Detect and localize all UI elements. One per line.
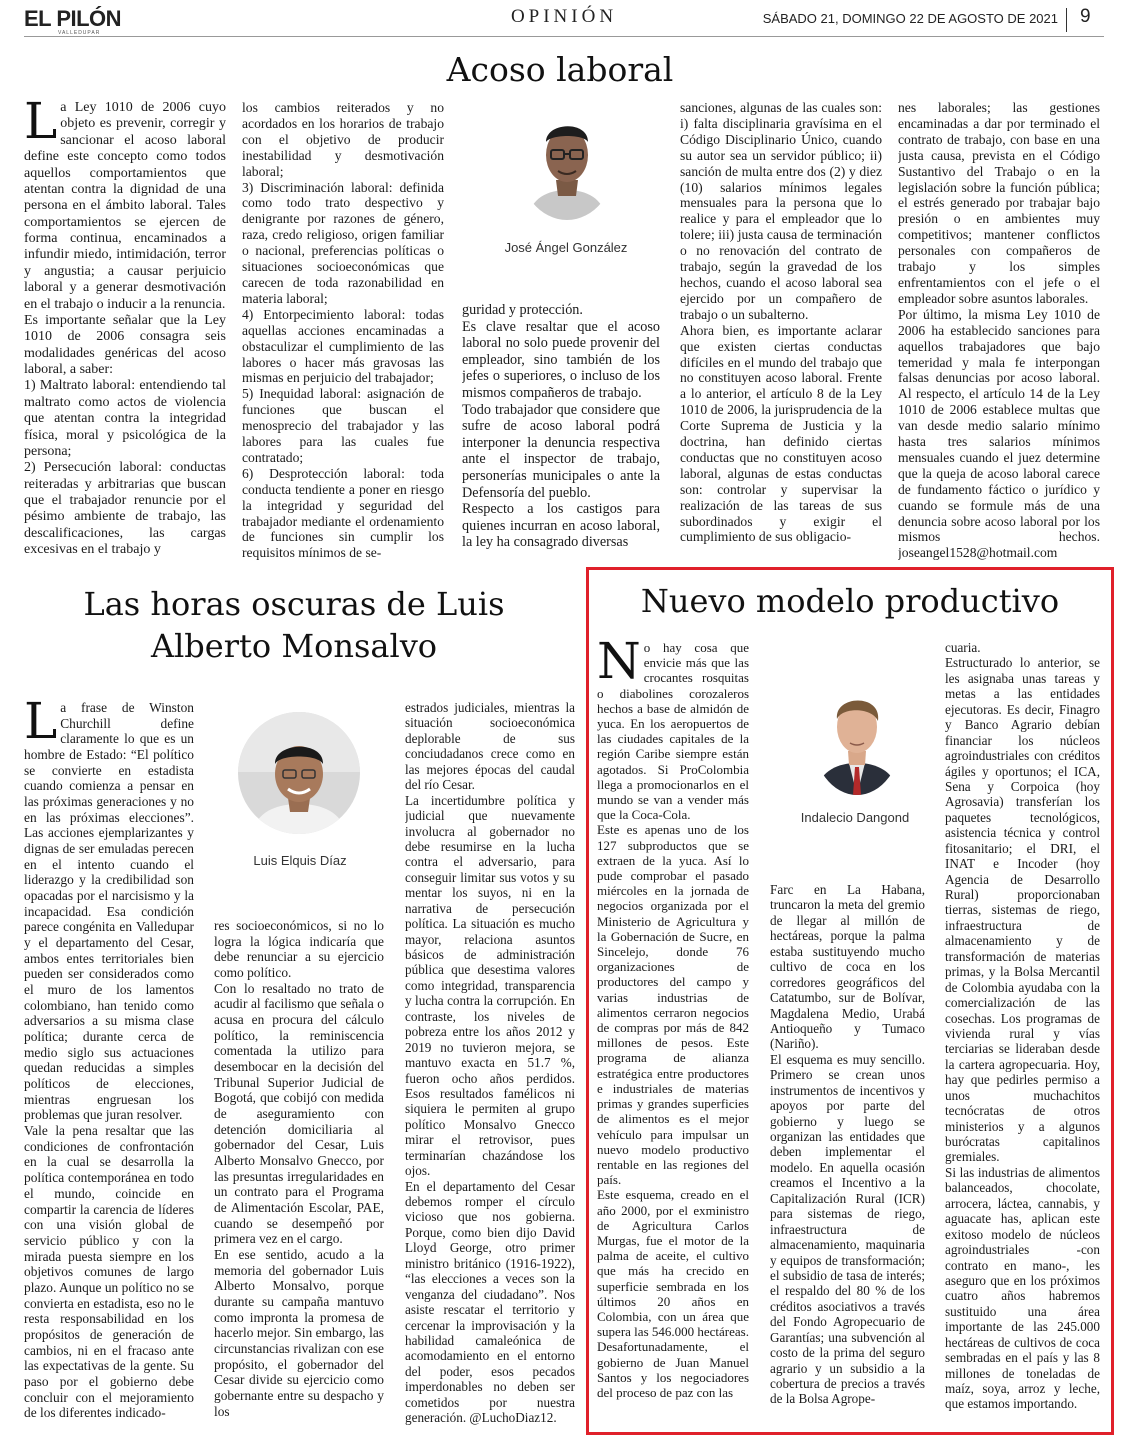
article-horas-column-3 (405, 700, 575, 1428)
article-acoso-col5-text: nes laborales; las gestiones encaminadas a dar por terminado el contrato de trabajo, con base en una justa causa, prevista en el Código Sustantivo del Trabajo o en la legislación sobre la función pública; el estrés generado por trabajar bajo presión o en ambientes muy competitivos; mantener conflictos personales con compañeros de trabajo y los simples enfrentamientos con el jefe o el empleador sobre asuntos laborales. Por último, la misma Ley 1010 de 2006 ha establecido sanciones para aquellos trabajadores que bajo temeridad y mala fe interpongan falsas denuncias por acoso laboral. Al respecto, el artículo 14 de la Ley 1010 de 2006 establece multas que van desde medio salario mínimo hasta tres salarios mínimos mensuales cuando el juez determine que la queja de acoso laboral carece de fundamento fáctico o jurídico y cuando se formule más de una denuncia sobre acoso laboral por los mismos hechos. joseangel1528@hotmail.com (898, 100, 1100, 560)
author-photo-luis-elquis-diaz (238, 712, 360, 834)
article-acoso-dropcap: L (24, 100, 58, 150)
author-photo-jose-angel-gonzalez (518, 100, 616, 220)
article-acoso-column-4 (680, 100, 882, 560)
article-nuevo-col2-text: Farc en La Habana, truncaron la meta del gremio de llegar al millón de hectáreas, porque la palma estaba sustituyendo mucho cultivo de coca en los corredores geográficos del Catatumbo, sur de Bolívar, Magdalena Medio, Urabá Antioqueño y Tumaco (Nariño). El esquema es muy sencillo. Primero se crean unos instrumentos de incentivos y apoyos por parte del gobierno y luego se organizan las entidades que deben implementar el modelo. En aquella ocasión creamos el Incentivo a la Capitalización Rural (ICR) para sistemas de riego, infraestructura de almacenamiento, maquinaria y equipos de transformación; el subsidio de tasa de interés; el respaldo del 80 % de los créditos asociativos a través del Fondo Agropecuario de Garantías; una subvención al costo de la prima del seguro agrario y un subsidio a la cobertura de precios a través de la Bolsa Agrope- (770, 882, 925, 1407)
author-portrait-image (518, 100, 616, 220)
author-caption-jose-angel-gonzalez: José Ángel González (504, 240, 628, 255)
article-nuevo-column-3 (945, 640, 1100, 1422)
article-acoso-col2-text: los cambios reiterados y no acordados en los horarios de trabajo con el objetivo de producir inestabilidad y desmotivación laboral; 3) Discriminación laboral: definida como todo trato despectivo y denigrante por razones de género, raza, credo religioso, origen familiar o nacional, preferencias políticas o situaciones socioeconómicas que carecen de toda razonabilidad en materia laboral; 4) Entorpecimiento laboral: todas aquellas acciones encaminadas a obstaculizar el cumplimiento de las labores o hacer más gravosas las mismas en perjuicio del trabajador; 5) Inequidad laboral: asignación de funciones que buscan el menosprecio del trabajador y las labores para las cuales fue contratado; 6) Desprotección laboral: toda conducta tendiente a poner en riesgo la integridad y seguridad del trabajador mediante el ordenamiento de funciones sin cumplir los requisitos mínimos de se- (242, 100, 444, 560)
newspaper-logo: EL PILÓN (24, 6, 122, 31)
page-number: 9 (1080, 6, 1091, 27)
article-nuevo-column-2 (770, 882, 925, 1422)
issue-date: SÁBADO 21, DOMINGO 22 DE AGOSTO DE 2021 (762, 11, 1058, 26)
article-horas-column-2 (214, 918, 384, 1428)
article-horas-dropcap: L (24, 700, 58, 750)
article-horas-col3-text: estrados judiciales, mientras la situación socioeconómica deplorable de sus conciudadanos crece como en las mejores épocas del caudal del río Cesar. La incertidumbre política y judicial que nuevamente involucra al gobernador no debe resumirse en la lucha contra el adversario, para conseguir limitar sus votos y su mentar los suyos, ni en la narrativa de persecución política. La situación es mucho mayor, relaciona asuntos básicos de administración pública que desestima valores como integridad, transparencia y lucha contra la corrupción. En contraste, los niveles de pobreza entre los años 2012 y 2019 no tuvieron mejora, se mantuvo exacta en 51.7 %, fueron ocho años perdidos. Esos resultados famélicos ni siquiera le permiten al grupo político Monsalvo Gnecco mirar el retrovisor, pues terminarían chazándose los ojos. En el departamento del Cesar debemos romper el círculo vicioso que nos gobierna. Porque, como bien dijo David Lloyd George, otro primer ministro británico (1916-1922), “las elecciones a veces son la venganza del ciudadano”. Nos asiste rescatar el territorio y cercenar la improvisación y la habilidad camaleónica de acomodamiento en el entorno del poder, esos pecados imperdonables no deben ser cometidos por nuestra generación. @LuchoDiaz12. (405, 700, 575, 1426)
author-caption-indalecio-dangond: Indalecio Dangond (800, 810, 910, 825)
article-horas-col1-text: a frase de Winston Churchill define claramente lo que es un hombre de Estado: “El político se convierte en estadista cuando comienza a pensar en las próximas generaciones y no en las próximas elecciones”. Las acciones ejemplarizantes y dignas de ser emuladas perecen en el intento cuando el liderazgo y la credibilidad son opacadas por el narcisismo y la incapacidad. Esa condición parece congénita en Valledupar y el departamento del Cesar, ambos entes territoriales bien pueden ser considerados como el muro de los lamentos colombiano, han tenido como adversarios a su misma clase política; durante cerca de medio siglo sus actuaciones quedan reducidas a simples políticos de elecciones, mientras engruesan los problemas que juran resolver. Vale la pena resaltar que las condiciones de confrontación en la cual se desarrolla la política contemporánea en todo el mundo, coincide en compartir la carencia de líderes con una visión global de servicio público y con la mirada puesta siempre en los objetivos comunes de largo plazo. Aunque un político no se convierta en estadista, eso no le resta responsabilidad en los propósitos de generación de cambios, ni en el fracaso ante las expectativas de la gente. Su paso por el gobierno debe concluir con el mejoramiento de los diferentes indicado- (24, 700, 194, 1421)
header-divider (1066, 8, 1067, 32)
article-nuevo-dropcap: N (597, 640, 641, 690)
article-nuevo-column-1 (597, 640, 749, 1422)
article-acoso-col1-text: a Ley 1010 de 2006 cuyo objeto es prevenir, corregir y sancionar el acoso laboral define este concepto como todos aquellos comportamientos que atentan contra la dignidad de una persona en el ámbito laboral. Tales comportamientos se ejercen de forma continua, encaminados a infundir miedo, intimidación, terror y angustia; a causar perjuicio laboral y a generar desmotivación en el trabajo o inducir a la renuncia. Es importante señalar que la Ley 1010 de 2006 consagra seis modalidades genéricas del acoso laboral, a saber: 1) Maltrato laboral: entendiendo tal maltrato como actos de violencia que atentan contra la integridad física, moral y psicológica de la persona; 2) Persecución laboral: conductas reiteradas y arbitrarias que buscan que el trabajador renuncie por el pésimo ambiente de trabajo, las descalificaciones, las cargas excesivas en el trabajo y (24, 100, 226, 558)
article-acoso-column-2 (242, 100, 444, 560)
article-nuevo-col3-text: cuaria. Estructurado lo anterior, se les asignaba unas tareas y metas a las entidades ejecutoras. Es decir, Finagro y Banco Agrario debían financiar los núcleos agroindustriales con créditos ágiles y oportunos; el ICA, Sena y Corpoica (hoy Agrosavia) transferían los paquetes tecnológicos, asistencia técnica y control fitosanitario; el DRI, el INAT e Incoder (hoy Agencia de Desarrollo Rural) proporcionaban tierras, sistemas de riego, infraestructura de almacenamiento y de transformación de materias primas, y la Bolsa Mercantil de Colombia ayudaba con la comercialización de las cosechas. Los programas de vivienda rural y vías terciarias se lideraban desde la cartera agropecuaria. Hoy, hay que pedirles permiso a unos muchachitos tecnócratas de otros ministerios y a algunos burócratas capitalinos gremiales. Si las industrias de alimentos balanceados, chocolate, arrocera, láctea, cannabis, y aguacate has, aplican este exitoso modelo de núcleos agroindustriales -con contrato en mano-, les aseguro que en los próximos cuatro años habremos sustituido una área importante de las 245.000 hectáreas de cultivos de coca sembradas en el país y las 8 millones de toneladas de maíz, soya, arroz y leche, que estamos importando. (945, 640, 1100, 1412)
newspaper-logo-subtitle: VALLEDUPAR (58, 30, 101, 36)
section-title: OPINIÓN (510, 6, 618, 27)
article-acoso-col4-text: sanciones, algunas de las cuales son: i) falta disciplinaria gravísima en el Código Disciplinario Único, cuando su autor sea un servidor público; ii) sanción de multa entre dos (2) y diez (10) salarios mínimos legales mensuales para la persona que lo realice y para el empleador que lo tolere; iii) justa causa de terminación o no renovación del contrato de trabajo, según la gravedad de los hechos, cuando el acoso laboral sea ejercido por un compañero de trabajo o un subalterno. Ahora bien, es importante aclarar que existen ciertas conductas difíciles en el mundo del trabajo que no constituyen acoso laboral. Frente a lo anterior, el artículo 8 de la Ley 1010 de 2006, la jurisprudencia de la Corte Suprema de Justicia y la doctrina, han definido ciertas conductas que no constituyen acoso laboral, algunas de estas conductas son: controlar y supervisar la realización de las tareas de sus subordinados y exigir el cumplimiento de sus obligacio- (680, 100, 882, 545)
article-horas-col2-text: res socioeconómicos, si no lo logra la lógica indicaría que debe renunciar a su ejercicio como político. Con lo resaltado no trato de acudir al facilismo que señala o acusa en procura del cálculo político, la reminiscencia comentada la utilizo para desembocar en la decisión del Tribunal Superior Judicial de Bogotá, que cobijó con medida de aseguramiento con detención domiciliaria al gobernador del Cesar, Luis Alberto Monsalvo Gnecco, por las presuntas irregularidades en un contrato para el Programa de Alimentación Escolar, PAE, cuando se desempeñó por primera vez en el cargo. En ese sentido, acudo a la memoria del gobernador Luis Alberto Monsalvo, porque durante su campaña mantuvo como impronta la promesa de hacerlo mejor. Sin embargo, las circunstancias rivalizan con ese propósito, el gobernador del Cesar divide su ejercicio como gobernante entre su despacho y los (214, 918, 384, 1419)
article-acoso-column-1 (24, 100, 226, 560)
author-portrait-image (238, 712, 360, 834)
author-photo-indalecio-dangond (812, 675, 902, 795)
article-acoso-column-5 (898, 100, 1100, 560)
header-rule (24, 36, 1104, 37)
author-portrait-image (812, 675, 902, 795)
article-nuevo-title: Nuevo modelo productivo (640, 582, 1060, 620)
article-acoso-column-3 (462, 302, 660, 560)
article-horas-column-1 (24, 700, 194, 1428)
article-acoso-col3-text: guridad y protección. Es clave resaltar que el acoso laboral no solo puede provenir del empleador, sino también de los jefes o superiores, o incluso de los mismos compañeros de trabajo. Todo trabajador que considere que sufre de acoso laboral podrá interponer la denuncia respectiva ante el inspector de trabajo, personerías municipales o ante la Defensoría del pueblo. Respecto a los castigos para quienes incurran en acoso laboral, la ley ha consagrado diversas (462, 302, 660, 551)
article-nuevo-col1-text: o hay cosa que envicie más que las crocantes rosquitas o diabolines corozaleros hechos a base de almidón de yuca. En los aeropuertos de las ciudades capitales de la región Caribe siempre están agotados. Si ProColombia llega a promocionarlos en el mundo se van a vender más que la Coca-Cola. Este es apenas uno de los 127 subproductos que se extraen de la yuca. Así lo pude comprobar el pasado miércoles en la jornada de negocios organizada por el Ministerio de Agricultura y la Gobernación de Sucre, en Sincelejo, donde 76 organizaciones de productores del campo y varias industrias de alimentos cerraron negocios de compras por más de 842 millones de pesos. Este programa de alianza estratégica entre productores e industriales de materias primas y grandes superficies de alimentos es el mejor vehículo para impulsar un nuevo modelo productivo rentable en las regiones del país. Este esquema, creado en el año 2000, por el exministro de Agricultura Carlos Murgas, fue el motor de la palma de aceite, el cultivo que más ha crecido en superficie sembrada en los últimos 20 años en Colombia, con un área que supera las 546.000 hectáreas. Desafortunadamente, el gobierno de Juan Manuel Santos y los negociadores del proceso de paz con las (597, 640, 749, 1400)
article-horas-title: Las horas oscuras de Luis Alberto Monsalvo (83, 585, 505, 665)
author-caption-luis-elquis-diaz: Luis Elquis Díaz (253, 853, 347, 868)
article-acoso-title: Acoso laboral (446, 50, 674, 89)
